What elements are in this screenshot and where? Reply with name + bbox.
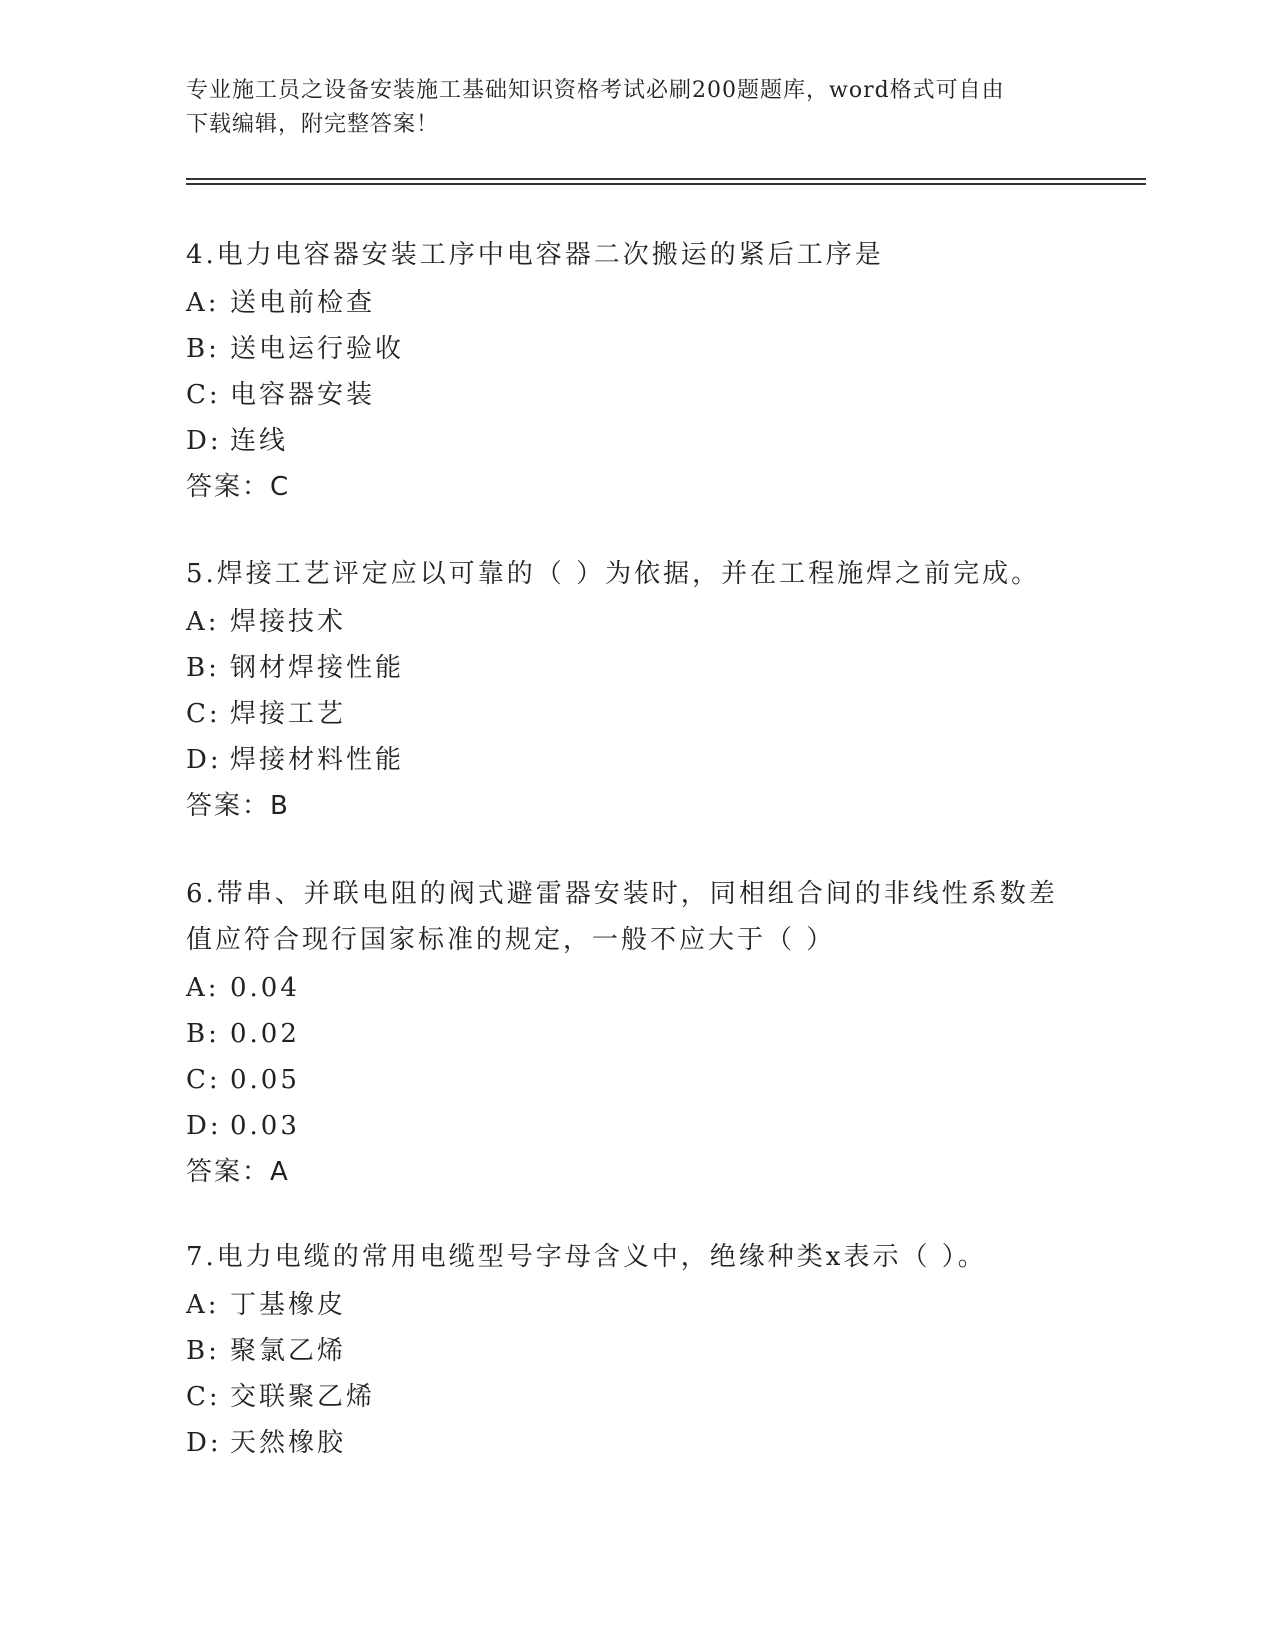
option-c [186,1374,1086,1420]
option-text: 焊接技术 [230,607,347,637]
header-divider-top [186,178,1146,180]
option-key: A: [186,607,220,637]
option-c [186,691,1086,737]
document-header [186,74,1086,142]
option-d [186,737,1086,783]
option-text: 聚氯乙烯 [230,1336,347,1366]
option-text: 0.03 [230,1111,300,1141]
question-stem: 6.带串、并联电阻的阀式避雷器安装时，同相组合间的非线性系数差值应符合现行国家标准的规定，一般不应大于（ ） [186,879,1058,955]
option-text: 0.02 [230,1019,300,1049]
question-stem: 5.焊接工艺评定应以可靠的（ ）为依据，并在工程施焊之前完成。 [186,559,1041,589]
option-b [186,1011,1086,1057]
option-key: B: [186,1019,220,1049]
option-text: 送电前检查 [230,288,376,318]
option-key: C: [186,380,221,410]
option-a [186,1282,1086,1328]
option-d [186,1103,1086,1149]
option-key: A: [186,973,220,1003]
option-text: 焊接材料性能 [230,745,405,775]
question-6 [186,871,1086,1195]
option-a [186,599,1086,645]
question-7 [186,1234,1086,1466]
option-key: B: [186,334,220,364]
option-b [186,1328,1086,1374]
option-text: 焊接工艺 [230,699,347,729]
header-line-1: 专业施工员之设备安装施工基础知识资格考试必刷200题题库，word格式可自由 [186,78,1005,103]
option-key: D: [186,1428,222,1458]
option-key: B: [186,1336,220,1366]
option-b [186,645,1086,691]
option-text: 交联聚乙烯 [230,1382,376,1412]
header-divider-bottom [186,183,1146,185]
option-text: 0.05 [230,1065,300,1095]
option-d [186,418,1086,464]
option-key: C: [186,1065,221,1095]
option-c [186,372,1086,418]
option-text: 送电运行验收 [230,334,405,364]
option-a [186,965,1086,1011]
option-key: A: [186,1290,220,1320]
option-text: 天然橡胶 [230,1428,347,1458]
option-text: 0.04 [230,973,300,1003]
option-b [186,326,1086,372]
option-text: 连线 [230,426,289,456]
option-key: D: [186,426,222,456]
question-5 [186,551,1086,829]
answer-label: 答案：B [186,791,290,821]
option-key: C: [186,1382,221,1412]
question-stem: 4.电力电容器安装工序中电容器二次搬运的紧后工序是 [186,240,884,270]
option-d [186,1420,1086,1466]
option-c [186,1057,1086,1103]
option-text: 电容器安装 [230,380,376,410]
option-key: B: [186,653,220,683]
question-stem: 7.电力电缆的常用电缆型号字母含义中，绝缘种类x表示（ ）。 [186,1242,987,1272]
option-a [186,280,1086,326]
option-text: 丁基橡皮 [230,1290,347,1320]
option-text: 钢材焊接性能 [230,653,405,683]
option-key: D: [186,1111,222,1141]
answer-label: 答案：A [186,1157,290,1187]
question-4 [186,232,1086,510]
answer-label: 答案：C [186,472,291,502]
option-key: D: [186,745,222,775]
option-key: C: [186,699,221,729]
option-key: A: [186,288,220,318]
header-line-2: 下载编辑，附完整答案！ [186,112,440,137]
